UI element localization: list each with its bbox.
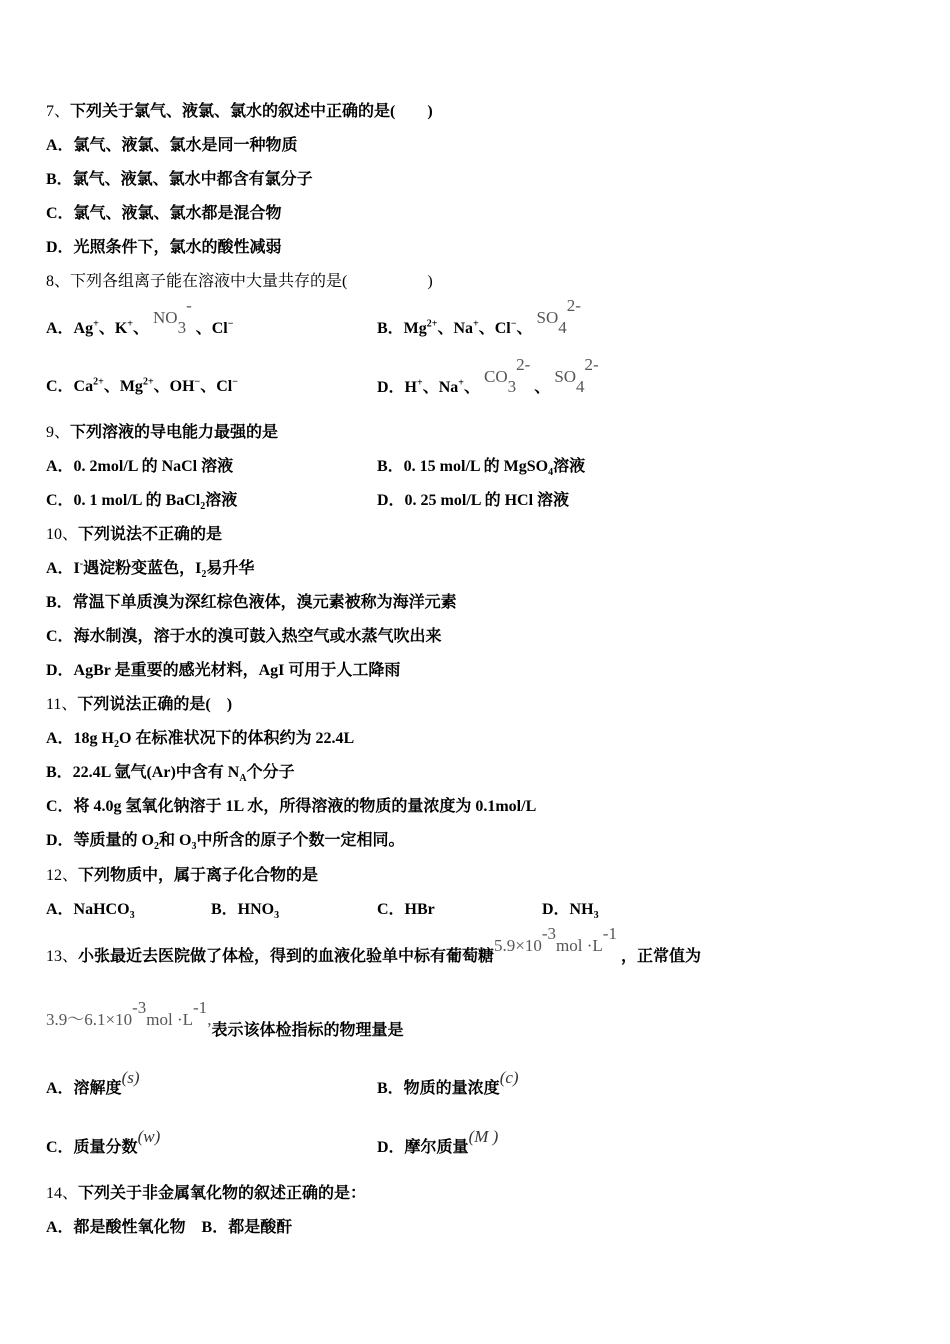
- answer-option: [46, 1127, 161, 1158]
- text-segment: 14、: [46, 1185, 79, 1202]
- formula-text: -1: [602, 923, 617, 943]
- text-segment: D．H: [377, 379, 418, 396]
- answer-option: [46, 627, 442, 647]
- text-segment: 、: [132, 320, 153, 337]
- formula-text: 3: [507, 377, 517, 397]
- text-segment: 下列关于非金属氧化物的叙述正确的是：: [78, 1185, 367, 1202]
- formula-text: 2-: [516, 354, 531, 374]
- text-segment: 、Cl: [478, 320, 511, 337]
- text-segment: 12、: [46, 867, 79, 884]
- text-segment: 下列溶液的导电能力最强的是: [70, 424, 279, 441]
- formula-text: 5.9×10: [494, 936, 542, 955]
- question-stem: [46, 695, 232, 715]
- answer-option: [377, 491, 569, 511]
- text-segment: 下列说法正确的是( ): [77, 696, 233, 713]
- text-segment: C．将 4.0g 氢氧化钠溶于 1L 水，所得溶液的物质的量浓度为 0.1mol/L: [46, 798, 537, 815]
- text-segment: −: [194, 376, 201, 388]
- formula-text: 4: [558, 318, 567, 338]
- answer-option: [377, 354, 599, 398]
- text-segment: C．质量分数: [46, 1139, 138, 1156]
- formula-text: 2-: [566, 295, 581, 315]
- text-segment: 、Cl: [200, 378, 233, 395]
- text-segment: 4: [548, 467, 554, 479]
- answer-option: [46, 593, 457, 613]
- text-segment: A．0. 2mol/L 的 NaCl 溶液: [46, 458, 234, 475]
- answer-option: [46, 295, 234, 339]
- text-segment: +: [458, 377, 464, 389]
- text-segment: 、: [463, 379, 484, 396]
- text-segment: −: [510, 318, 517, 330]
- answer-option: [46, 170, 313, 190]
- text-segment: −: [227, 318, 234, 330]
- text-segment: 8、: [46, 273, 71, 290]
- text-segment: D．光照条件下，氯水的酸性减弱: [46, 239, 282, 256]
- question-stem: [46, 102, 433, 122]
- text-segment: O 在标准状况下的体积约为 22.4L: [119, 730, 355, 747]
- text-segment: ，正常值为: [616, 948, 701, 965]
- answer-option: [46, 136, 298, 156]
- text-segment: A: [239, 773, 247, 785]
- text-segment: (M ): [468, 1127, 499, 1146]
- formula-text: SO: [536, 308, 559, 327]
- text-segment: D．NH: [542, 901, 594, 918]
- answer-option: [377, 1127, 499, 1158]
- text-segment: 2: [114, 739, 120, 751]
- text-segment: +: [127, 318, 133, 330]
- formula-text: SO: [554, 367, 577, 386]
- question-stem: [46, 423, 278, 443]
- text-segment: (c): [499, 1068, 519, 1087]
- text-segment: 、K: [98, 320, 128, 337]
- text-segment: D．摩尔质量: [377, 1139, 469, 1156]
- text-segment: 、Na: [437, 320, 474, 337]
- formula-text: 2-: [584, 354, 599, 374]
- answer-option: [377, 457, 585, 477]
- text-segment: 3: [129, 910, 135, 922]
- text-segment: 10、: [46, 526, 79, 543]
- text-segment: 遇淀粉变蓝色，I: [83, 560, 202, 577]
- question-stem: [46, 525, 222, 545]
- text-segment: A．都是酸性氧化物 B．都是酸酐: [46, 1219, 293, 1236]
- answer-option: [46, 204, 282, 224]
- text-segment: B．氯气、液氯、氯水中都含有氯分子: [46, 171, 313, 188]
- text-segment: 表示该体检指标的物理量是: [211, 1022, 404, 1039]
- answer-option: [46, 1218, 292, 1238]
- formula-text: mol ·L: [146, 1010, 194, 1029]
- text-segment: C．氯气、液氯、氯水都是混合物: [46, 205, 282, 222]
- text-segment: +: [93, 318, 99, 330]
- text-segment: 和 O: [159, 832, 192, 849]
- text-segment: D．0. 25 mol/L 的 HCl 溶液: [377, 492, 570, 509]
- text-segment: A．氯气、液氯、氯水是同一种物质: [46, 137, 298, 154]
- formula-text: mol ·L: [556, 936, 603, 955]
- answer-option: [46, 661, 400, 681]
- text-segment: A．Ag: [46, 320, 94, 337]
- answer-option: [377, 295, 581, 339]
- text-segment: 个分子: [246, 764, 295, 781]
- answer-option: [46, 900, 135, 920]
- text-segment: 、OH: [153, 378, 195, 395]
- question-stem: [46, 866, 318, 886]
- formula-text: 3.9～6.1×10: [46, 1010, 133, 1029]
- text-segment: 下列关于氯气、液氯、氯水的叙述中正确的是( ): [70, 103, 433, 120]
- text-segment: (s): [121, 1068, 140, 1087]
- text-segment: B．0. 15 mol/L 的 MgSO: [377, 458, 549, 475]
- text-segment: 2: [154, 841, 160, 853]
- text-segment: A．NaHCO: [46, 901, 130, 918]
- formula-text: 4: [576, 377, 585, 397]
- question-stem: [46, 1184, 366, 1204]
- text-segment: 3: [274, 910, 280, 922]
- formula-text: -3: [541, 923, 557, 943]
- formula-text: 3: [177, 318, 187, 338]
- formula-text: CO: [484, 367, 508, 386]
- text-segment: C．海水制溴，溶于水的溴可鼓入热空气或水蒸气吹出来: [46, 628, 442, 645]
- text-segment: 9、: [46, 424, 71, 441]
- text-segment: 下列说法不正确的是: [78, 526, 223, 543]
- text-segment: 小张最近去医院做了体检，得到的血液化验单中标有葡萄糖: [78, 948, 495, 965]
- text-segment: 、: [530, 379, 555, 396]
- text-segment: 2: [200, 501, 206, 513]
- answer-option: [46, 238, 282, 258]
- answer-option: [46, 729, 354, 749]
- text-segment: 2+: [142, 376, 154, 388]
- text-segment: D．等质量的 O: [46, 832, 155, 849]
- answer-option: [542, 900, 599, 920]
- text-segment: 下列各组离子能在溶液中大量共存的是( ): [70, 273, 433, 290]
- text-segment: 溶液: [553, 458, 586, 475]
- text-segment: C．HBr: [377, 901, 435, 918]
- text-segment: B．Mg: [377, 320, 427, 337]
- text-segment: −: [232, 376, 238, 388]
- formula-text: -1: [193, 997, 208, 1017]
- text-segment: 、Na: [422, 379, 459, 396]
- text-segment: +: [417, 377, 423, 389]
- text-segment: -: [79, 558, 84, 570]
- text-segment: A．I: [46, 560, 80, 577]
- answer-option: [377, 900, 435, 920]
- answer-option: [211, 900, 279, 920]
- formula-text: -: [186, 295, 192, 315]
- text-segment: 易升华: [206, 560, 255, 577]
- text-segment: A．溶解度: [46, 1080, 122, 1097]
- text-segment: B．常温下单质溴为深红棕色液体，溴元素被称为海洋元素: [46, 594, 457, 611]
- text-segment: D．AgBr 是重要的感光材料，AgI 可用于人工降雨: [46, 662, 401, 679]
- answer-option: [46, 559, 254, 579]
- text-segment: 2+: [93, 376, 104, 388]
- text-segment: C．Ca: [46, 378, 94, 395]
- text-segment: 2: [201, 569, 207, 581]
- text-segment: 11、: [46, 696, 78, 713]
- text-segment: 、: [516, 320, 537, 337]
- text-segment: 2+: [426, 318, 438, 330]
- text-segment: B．HNO: [211, 901, 275, 918]
- answer-option: [377, 1068, 519, 1099]
- text-segment: 、Mg: [103, 378, 143, 395]
- text-segment: 、Cl: [191, 320, 228, 337]
- answer-option: [46, 1068, 140, 1099]
- text-segment: 3: [191, 841, 197, 853]
- text-segment: 溶液: [205, 492, 238, 509]
- text-segment: B．物质的量浓度: [377, 1080, 500, 1097]
- text-segment: (w): [137, 1127, 161, 1146]
- formula-text: NO: [153, 308, 178, 327]
- text-segment: B．22.4L 氩气(Ar)中含有 N: [46, 764, 240, 781]
- answer-option: [46, 831, 404, 851]
- text-segment: 中所含的原子个数一定相同。: [196, 832, 405, 849]
- text-segment: 7、: [46, 103, 71, 120]
- text-segment: +: [473, 318, 479, 330]
- formula-text: ,: [207, 1010, 212, 1029]
- text-segment: A．18g H: [46, 730, 115, 747]
- formula-text: -3: [132, 997, 147, 1017]
- answer-option: [46, 377, 238, 397]
- answer-option: [46, 763, 295, 783]
- text-segment: 3: [593, 910, 599, 922]
- answer-option: [46, 797, 536, 817]
- answer-option: [46, 457, 233, 477]
- question-stem: [46, 272, 433, 292]
- text-segment: C．0. 1 mol/L 的 BaCl: [46, 492, 201, 509]
- text-segment: 13、: [46, 948, 79, 965]
- text-segment: 下列物质中，属于离子化合物的是: [78, 867, 319, 884]
- answer-option: [46, 491, 237, 511]
